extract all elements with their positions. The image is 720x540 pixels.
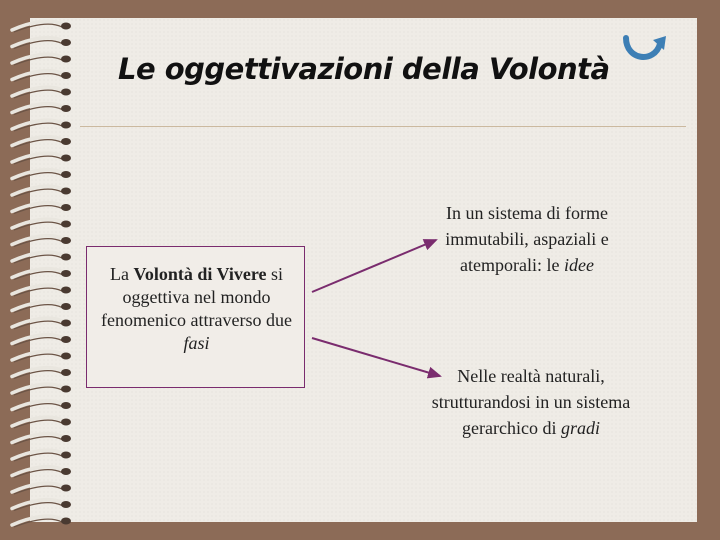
source-bold: Volontà di Vivere — [133, 264, 267, 284]
back-button[interactable] — [620, 30, 670, 70]
target-grades-italic: gradi — [560, 418, 600, 438]
target-grades: Nelle realtà naturali, strutturandosi in un sistema gerarchico di gradi — [431, 366, 631, 438]
title-divider — [80, 126, 686, 127]
target-ideas-italic: idee — [563, 255, 594, 275]
source-text: La Volontà di Vivere si oggettiva nel mondo fenomenico attraverso due fasi — [101, 264, 292, 353]
source-box — [86, 246, 305, 388]
return-arrow-icon — [620, 30, 670, 70]
slide-title: Le oggettivazioni della Volontà — [118, 52, 610, 86]
target-ideas: In un sistema di forme immutabili, aspaziali e atemporali: le idee — [445, 203, 609, 275]
source-italic: fasi — [183, 333, 210, 353]
